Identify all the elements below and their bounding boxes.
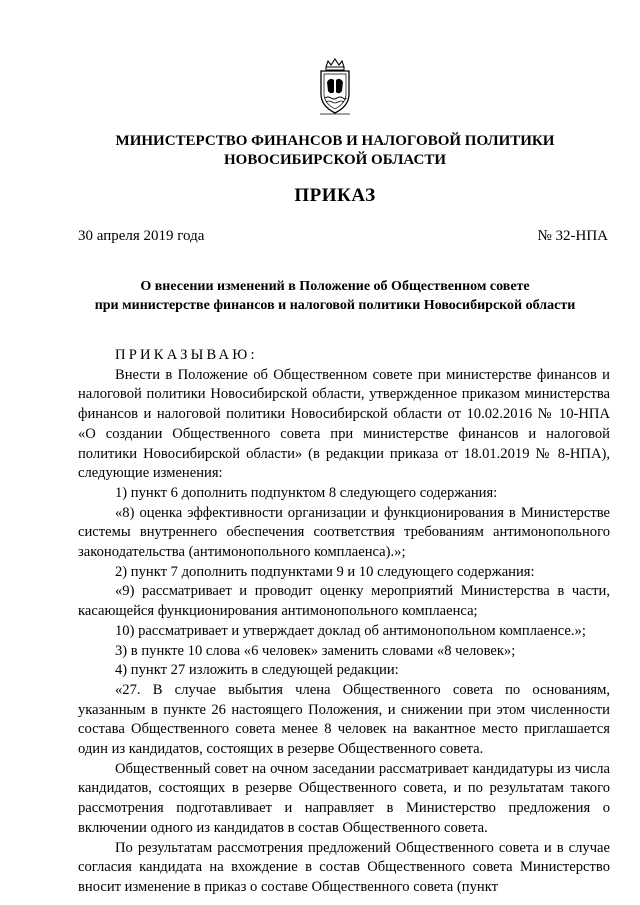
body-paragraph: «9) рассматривает и проводит оценку мероприятий Министерства в части, касающейся функционирования антимонопольного комплаенса;	[78, 583, 610, 620]
coat-of-arms-icon	[316, 58, 354, 116]
ministry-name-line1: МИНИСТЕРСТВО ФИНАНСОВ И НАЛОГОВОЙ ПОЛИТИКИ	[115, 133, 555, 149]
body-paragraph: «27. В случае выбытия члена Общественного совета по основаниям, указанным в пункте 26 настоящего Положения, и снижении при этом численности состава Общественного совета менее 8 человек на вакантное место приглашается один из кандидатов, состоящих в резерве Общественного совета.	[78, 681, 610, 758]
body-paragraph: «8) оценка эффективности организации и функционирования в Министерстве системы внутреннего обеспечения соответствия требованиям антимонопольного законодательства (антимонопольного комплаенса).»;	[78, 504, 610, 561]
body-paragraph: Внести в Положение об Общественном совете при министерстве финансов и налоговой политики Новосибирской области, утвержденное приказом министерства финансов и налоговой политики Новосибирской области от 10.02.2016 № 10-НПА «О создании Общественного совета при министерстве финансов и налоговой политики Новосибирской области» (в редакции приказа от 18.01.2019 № 8-НПА), следующие изменения:	[78, 366, 610, 482]
document-type-title: ПРИКАЗ	[294, 185, 376, 206]
body-paragraph: 1) пункт 6 дополнить подпунктом 8 следующего содержания:	[115, 484, 498, 501]
subject-line1: О внесении изменений в Положение об Общественном совете	[140, 279, 530, 294]
subject-line2: при министерстве финансов и налоговой политики Новосибирской области	[94, 298, 576, 313]
body-paragraph: 3) в пункте 10 слова «6 человек» заменить словами «8 человек»;	[115, 642, 516, 659]
document-body	[78, 346, 610, 898]
body-paragraph: 2) пункт 7 дополнить подпунктами 9 и 10 следующего содержания:	[115, 563, 535, 580]
document-number: № 32-НПА	[537, 228, 608, 244]
body-paragraph: 4) пункт 27 изложить в следующей редакции:	[115, 662, 399, 679]
body-paragraph: 10) рассматривает и утверждает доклад об антимонопольном комплаенсе.»;	[115, 622, 586, 639]
document-date: 30 апреля 2019 года	[78, 228, 205, 244]
body-paragraph: Общественный совет на очном заседании рассматривает кандидатуры из числа кандидатов, состоящих в резерве Общественного совета, и по результатам такого рассмотрения подготавливает и направляет в Министерство предложения о включении одного из кандидатов в состав Общественного совета.	[78, 760, 610, 836]
body-paragraph: По результатам рассмотрения предложений Общественного совета и в случае согласия кандидата на вхождение в состав Общественного совета Министерство вносит изменение в приказ о составе Общественного совета (пункт	[78, 839, 610, 895]
order-word: ПРИКАЗЫВАЮ:	[115, 347, 258, 363]
ministry-name-line2: НОВОСИБИРСКОЙ ОБЛАСТИ	[223, 152, 447, 168]
